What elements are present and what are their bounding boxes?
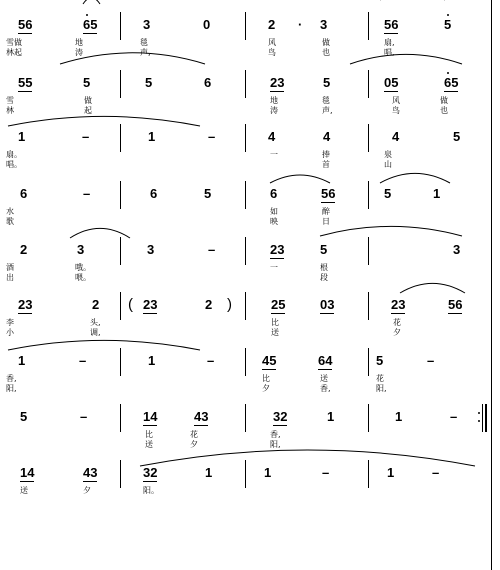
note: 4 [323,129,331,144]
note: 3 [143,17,151,32]
barline [245,237,246,265]
lyric-syllable: 林 [6,106,14,115]
note: 23 [18,297,33,312]
slur-arc [8,116,200,126]
lyric-syllable: 送 [320,374,328,383]
lyric-syllable: 醉 [322,207,330,216]
bracket-mark: ) [227,296,232,313]
lyric-syllable: 一 [270,263,278,272]
note: 1 [18,353,26,368]
lyric-syllable: 香, [320,384,331,393]
barline [368,181,369,209]
barline [368,404,369,432]
slur-arc [400,283,465,293]
lyric-syllable: 送 [145,440,153,449]
note: 56 [18,17,33,32]
note: 65 [83,17,98,32]
lyric-syllable: 唱。 [6,160,22,169]
lyric-syllable: 做 [84,96,92,105]
barline [120,404,121,432]
note: 1 [205,465,213,480]
lyric-syllable: 泉 [384,150,392,159]
note: 5 [376,353,384,368]
note: 14 [20,465,35,480]
barline [368,237,369,265]
high-octave-dot [447,14,449,16]
lyric-syllable: 做 [440,96,448,105]
lyric-syllable: 首 [322,160,330,169]
lyric-syllable: 也 [322,48,330,57]
note: 3 [147,242,155,257]
note: 5 [320,242,328,257]
lyric-syllable: 根 [320,263,328,272]
lyric-syllable: 送 [271,328,279,337]
note: 05 [384,75,399,90]
note: 3 [77,242,85,257]
lyric-syllable: 比 [262,374,270,383]
note: 25 [271,297,286,312]
note: 2 [92,297,100,312]
slur-arc [350,54,462,64]
lyric-syllable: 涛 [270,106,278,115]
lyric-syllable: 鸟 [392,106,400,115]
lyric-syllable: 一 [270,150,278,159]
slur-arc [83,0,100,4]
high-octave-dot [86,14,88,16]
lyric-syllable: 阳, [270,440,281,449]
note: – [83,186,91,201]
note: 5 [323,75,331,90]
note: – [79,353,87,368]
lyric-syllable: 小 [6,328,14,337]
barline [245,460,246,488]
barline [368,460,369,488]
lyric-syllable: 水 [6,207,14,216]
lyric-syllable: 地 [75,38,83,47]
note: 4 [268,129,276,144]
note: – [208,242,216,257]
barline [368,124,369,152]
note: – [207,353,215,368]
note: 5 [384,186,392,201]
lyric-syllable: 阳。 [143,486,159,495]
note: 1 [148,129,156,144]
barline [245,404,246,432]
barline [245,292,246,320]
lyric-syllable: 山 [384,160,392,169]
note: 6 [204,75,212,90]
note: 45 [262,353,277,368]
barline [245,181,246,209]
note: 1 [264,465,272,480]
barline [120,124,121,152]
slur-arc [140,450,475,466]
slur-arc [8,340,200,350]
final-barline [485,404,487,432]
lyric-syllable: 也 [440,106,448,115]
lyric-syllable: 做 [322,38,330,47]
note: 5 [204,186,212,201]
slur-arc [270,175,330,183]
lyric-syllable: 雪做 [6,38,22,47]
slur-arc [380,173,450,183]
note: 6 [270,186,278,201]
note: 2 [268,17,276,32]
lyric-syllable: 比 [145,430,153,439]
note: – [450,409,458,424]
note: 1 [148,353,156,368]
note: 5 [453,129,461,144]
note: 1 [18,129,26,144]
note: 5 [444,17,452,32]
barline [368,70,369,98]
lyric-syllable: 阳, [376,384,387,393]
note: – [80,409,88,424]
barline [120,292,121,320]
note: 2 [20,242,28,257]
note: 1 [433,186,441,201]
lyric-syllable: 日 [322,217,330,226]
lyric-syllable: 阳, [6,384,17,393]
note: 23 [270,75,285,90]
lyric-syllable: 林起 [6,48,22,57]
page-right-edge [491,0,492,570]
note: – [427,353,435,368]
barline [120,70,121,98]
lyric-syllable: 雪 [6,96,14,105]
barline [368,12,369,40]
lyric-syllable: 花 [190,430,198,439]
note: 14 [143,409,158,424]
note: 56 [448,297,463,312]
lyric-syllable: 喂。 [75,273,91,282]
barline [368,348,369,376]
lyric-syllable: 地 [270,96,278,105]
note: 5 [20,409,28,424]
lyric-syllable: 头, [90,318,101,327]
note: – [82,129,90,144]
high-octave-dot [447,72,449,74]
note: 23 [143,297,158,312]
barline [120,237,121,265]
lyric-syllable: 夕 [262,384,270,393]
lyric-syllable: 花 [393,318,401,327]
note: 3 [320,17,328,32]
slur-arc [70,228,130,238]
note: 55 [18,75,33,90]
lyric-syllable: 夕 [393,328,401,337]
lyric-syllable: 毯 [322,96,330,105]
lyric-syllable: 段 [320,273,328,282]
lyric-syllable: 映 [270,217,278,226]
note: 56 [321,186,336,201]
slur-arc [320,226,462,236]
barline [368,292,369,320]
lyric-syllable: 出 [6,273,14,282]
note: 6 [150,186,158,201]
note: 23 [391,297,406,312]
lyric-syllable: 唱, [384,48,395,57]
note: 5 [83,75,91,90]
barline [245,12,246,40]
note: 43 [83,465,98,480]
lyric-syllable: 花 [376,374,384,383]
note: 56 [384,17,399,32]
lyric-syllable: 声, [322,106,333,115]
lyric-syllable: 调, [90,328,101,337]
note: 1 [327,409,335,424]
lyric-syllable: 送 [20,486,28,495]
lyric-syllable: 酒 [6,263,14,272]
lyric-syllable: 哦。 [75,263,91,272]
lyric-syllable: 扇。 [6,150,22,159]
barline [245,70,246,98]
lyric-syllable: 声, [140,48,151,57]
lyric-syllable: 香, [270,430,281,439]
lyric-syllable: 如 [270,207,278,216]
lyric-syllable: 起 [84,106,92,115]
note: · [298,17,303,32]
note: 65 [444,75,459,90]
lyric-syllable: 歌 [6,217,14,226]
lyric-syllable: 毯 [140,38,148,47]
barline [482,404,483,432]
note: 1 [387,465,395,480]
barline [120,181,121,209]
lyric-syllable: 夕 [83,486,91,495]
lyric-syllable: 涛 [75,48,83,57]
note: 32 [143,465,158,480]
lyric-syllable: 鸟 [268,48,276,57]
note: 32 [273,409,288,424]
note: 03 [320,297,335,312]
note: 4 [392,129,400,144]
lyric-syllable: 风 [392,96,400,105]
repeat-dot [478,420,480,422]
barline [245,124,246,152]
bracket-mark: ( [128,296,133,313]
lyric-syllable: 香, [6,374,17,383]
note: – [322,465,330,480]
lyric-syllable: 捧 [322,150,330,159]
lyric-syllable: 夕 [190,440,198,449]
lyric-syllable: 李 [6,318,14,327]
note: 1 [395,409,403,424]
lyric-syllable: 风 [268,38,276,47]
note: 64 [318,353,333,368]
note: – [432,465,440,480]
note: 5 [145,75,153,90]
note: 43 [194,409,209,424]
barline [120,12,121,40]
note: 2 [205,297,213,312]
repeat-dot [478,412,480,414]
lyric-syllable: 比 [271,318,279,327]
barline [120,348,121,376]
barline [120,460,121,488]
lyric-syllable: 扇, [384,38,395,47]
note: 3 [453,242,461,257]
note: 23 [270,242,285,257]
note: 6 [20,186,28,201]
note: 0 [203,17,211,32]
note: – [208,129,216,144]
barline [245,348,246,376]
